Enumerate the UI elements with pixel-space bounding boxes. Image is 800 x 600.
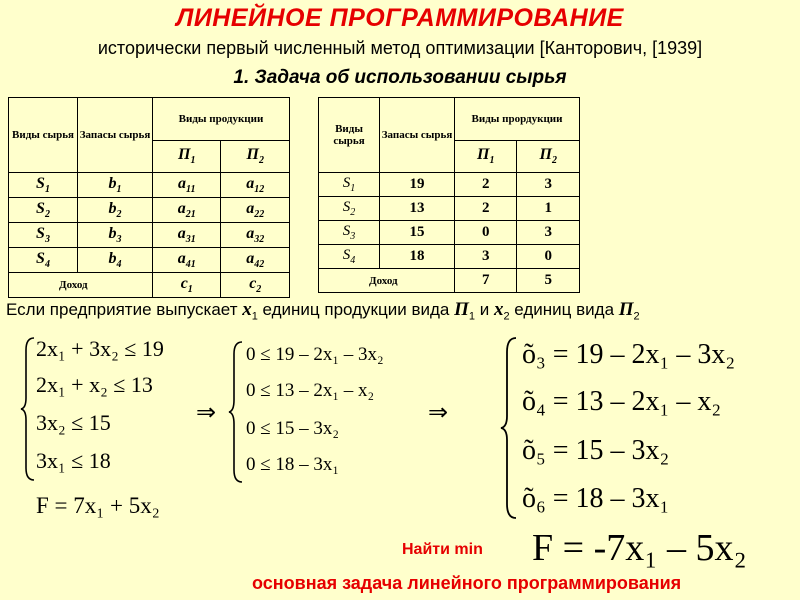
slack-equation-4: õ₄ = 13 – 2x₁ – x₂ (522, 386, 722, 417)
symbolic-resource-table (8, 97, 290, 298)
income-label: Доход (319, 269, 455, 293)
table-row: $S_1$ 19 2 3 (319, 173, 580, 197)
table-row: $S_1$ $b_1$ $a_{11}$ $a_{12}$ (9, 173, 290, 198)
product-1-header: $П_1$ (153, 141, 221, 173)
slack-equation-5: õ₅ = 15 – 3x₂ (522, 435, 670, 466)
numeric-resource-table (318, 97, 580, 293)
header-stock: Запасы сырья (380, 98, 455, 173)
left-brace-icon (20, 336, 36, 482)
income-label: Доход (9, 273, 153, 298)
constraint-3: 3x₂ ≤ 15 (36, 410, 111, 435)
slack-equation-6: õ₆ = 18 – 3x₁ (522, 483, 670, 514)
min-objective: F = -7x₁ – 5x₂ (532, 527, 747, 569)
slide-title: ЛИНЕЙНОЕ ПРОГРАММИРОВАНИЕ (176, 4, 624, 32)
constraint-4: 3x₁ ≤ 18 (36, 448, 111, 473)
left-brace-icon (228, 340, 244, 484)
header-stock: Запасы сырья (78, 98, 153, 173)
implies-arrow-icon: ⇒ (196, 398, 217, 426)
table-row: $S_4$ 18 3 0 (319, 245, 580, 269)
header-raw-types: Виды сырья (319, 98, 380, 173)
table-row: $S_3$ $b_3$ $a_{31}$ $a_{32}$ (9, 223, 290, 248)
constraint-2: 2x₁ + x₂ ≤ 13 (36, 372, 153, 397)
table-row: $S_4$ $b_4$ $a_{41}$ $a_{42}$ (9, 248, 290, 273)
header-raw-types: Виды сырья (9, 98, 78, 173)
nonneg-constraint-3: 0 ≤ 15 – 3x₂ (246, 418, 340, 439)
income-row: Доход 7 5 (319, 269, 580, 293)
nonneg-constraint-2: 0 ≤ 13 – 2x₁ – x₂ (246, 380, 375, 401)
header-product-types: Виды продукции (153, 98, 290, 141)
product-2-header: $П_2$ (517, 141, 580, 173)
slack-equation-3: õ₃ = 19 – 2x₁ – 3x₂ (522, 339, 736, 370)
constraint-1: 2x₁ + 3x₂ ≤ 19 (36, 336, 164, 361)
income-row: Доход $c_1$ $c_2$ (9, 273, 290, 298)
objective-function: F = 7x₁ + 5x₂ (36, 493, 160, 518)
table-row: $S_2$ $b_2$ $a_{21}$ $a_{22}$ (9, 198, 290, 223)
find-min-label: Найти min (402, 541, 483, 558)
task-heading: 1. Задача об использовании сырья (233, 67, 567, 88)
left-brace-icon (500, 336, 518, 520)
product-1-header: $П_1$ (455, 141, 517, 173)
header-product-types: Виды прордукции (455, 98, 580, 141)
nonneg-constraint-4: 0 ≤ 18 – 3x₁ (246, 454, 340, 475)
condition-sentence: Если предприятие выпускает $x_1$ единиц продукции вида $П_1$ и $x_2$ единиц вида $П_2$ (6, 299, 640, 323)
implies-arrow-icon: ⇒ (428, 398, 449, 426)
nonneg-constraint-1: 0 ≤ 19 – 2x₁ – 3x₂ (246, 344, 384, 365)
slide-subtitle: исторически первый численный метод оптимизации [Канторович, [1939] (97, 38, 703, 58)
table-row: $S_2$ 13 2 1 (319, 197, 580, 221)
footer-caption: основная задача линейного программирования (252, 573, 682, 593)
table-row: $S_3$ 15 0 3 (319, 221, 580, 245)
product-2-header: $П_2$ (221, 141, 290, 173)
